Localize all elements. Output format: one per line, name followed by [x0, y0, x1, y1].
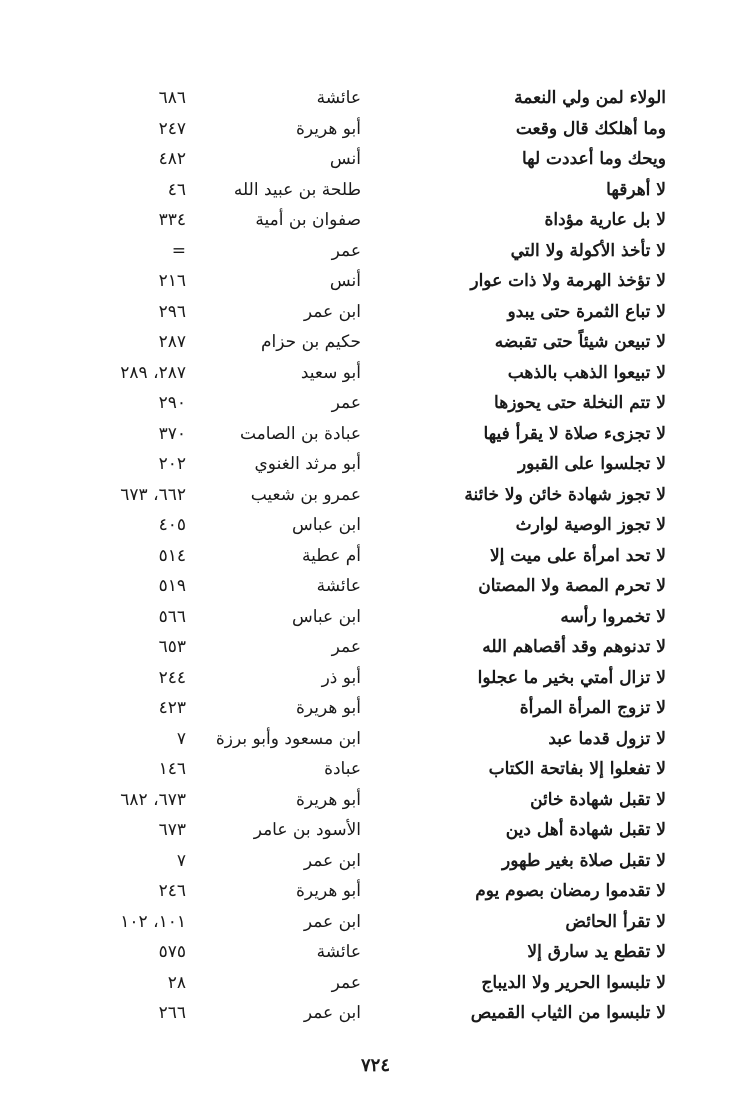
index-row [0, 603, 751, 634]
page-references: ٧ [176, 850, 186, 871]
page-references: ٢٨٧ [158, 332, 186, 352]
index-row [0, 633, 751, 664]
narrator-name: أنس [329, 149, 361, 169]
hadith-text: لا تجلسوا على القبور [517, 454, 666, 474]
index-row [0, 115, 751, 146]
narrator-name: عبادة بن الصامت [239, 423, 361, 444]
narrator-name: صفوان بن أمية [255, 210, 361, 230]
page-references: ٥١٩ [158, 576, 186, 596]
narrator-name: أبو هريرة [295, 881, 361, 901]
page-references: ٢٤٦ [158, 881, 186, 901]
page-references: ٤٨٢ [158, 149, 186, 169]
index-row [0, 664, 751, 695]
index-row [0, 816, 751, 847]
narrator-name: عائشة [316, 942, 361, 962]
hadith-text: ويحك وما أعددت لها [521, 149, 666, 169]
narrator-name: ابن عباس [291, 515, 361, 535]
narrator-name: أبو ذر [321, 667, 361, 688]
page-references: ٧ [176, 728, 186, 749]
index-row [0, 755, 751, 786]
hadith-text: لا تقدموا رمضان بصوم يوم [475, 881, 666, 901]
index-row [0, 420, 751, 451]
narrator-name: أنس [329, 271, 361, 291]
index-row [0, 176, 751, 207]
narrator-name: عمر [331, 240, 361, 261]
page-references: ١٠١، ١٠٢ [120, 911, 186, 932]
page-references: = [171, 240, 186, 261]
narrator-name: طلحة بن عبيد الله [233, 179, 361, 200]
page-references: ٢٩٦ [158, 301, 186, 322]
index-row [0, 145, 751, 176]
narrator-name: أبو مرثد الغنوي [254, 454, 361, 474]
page-references: ٢٦٦ [158, 1003, 186, 1023]
narrator-name: الأسود بن عامر [253, 820, 361, 840]
narrator-name: أبو سعيد [300, 362, 361, 383]
page-references: ٢٠٢ [158, 454, 186, 474]
narrator-name: ابن عباس [291, 606, 361, 627]
narrator-name: ابن عمر [303, 301, 361, 322]
index-row [0, 237, 751, 268]
hadith-text: لا تزوج المرأة المرأة [519, 698, 666, 718]
narrator-name: عائشة [316, 576, 361, 596]
page-number: ٧٢٤ [360, 1055, 390, 1076]
narrator-name: عمر [331, 393, 361, 413]
narrator-name: ابن مسعود وأبو برزة [215, 728, 361, 749]
hadith-text: لا تقبل شهادة خائن [530, 789, 666, 810]
narrator-name: ابن عمر [303, 911, 361, 932]
hadith-text: لا تحد امرأة على ميت إلا [489, 545, 666, 566]
index-row [0, 786, 751, 817]
hadith-text: لا تقرأ الحائض [565, 911, 666, 932]
narrator-name: عمرو بن شعيب [250, 484, 361, 505]
index-row [0, 481, 751, 512]
hadith-text: لا تلبسوا من الثياب القميص [470, 1003, 666, 1023]
page-references: ٦٥٣ [158, 637, 186, 657]
index-row [0, 450, 751, 481]
page-references: ٢٨ [167, 972, 186, 993]
page-references: ٢٤٧ [158, 118, 186, 139]
index-row [0, 938, 751, 969]
page-references: ٦٧٣، ٦٨٢ [120, 789, 186, 810]
narrator-name: حكيم بن حزام [261, 332, 361, 352]
hadith-text: لا تدنوهم وقد أقصاهم الله [482, 637, 666, 657]
index-row [0, 572, 751, 603]
hadith-text: لا تباع الثمرة حتى يبدو [507, 301, 666, 322]
index-row [0, 999, 751, 1030]
narrator-name: عمر [331, 637, 361, 657]
hadith-text: الولاء لمن ولي النعمة [514, 88, 666, 108]
page-references: ٦٧٣ [158, 820, 186, 840]
hadith-text: لا بل عارية مؤداة [544, 210, 666, 230]
index-row [0, 725, 751, 756]
page-references: ٣٣٤ [158, 210, 186, 230]
hadith-text: لا تفعلوا إلا بفاتحة الكتاب [488, 759, 666, 779]
index-row [0, 389, 751, 420]
hadith-text: لا تبيعوا الذهب بالذهب [507, 362, 666, 383]
page-references: ٥٦٦ [158, 606, 186, 627]
hadith-text: وما أهلكك قال وقعت [515, 118, 666, 139]
narrator-name: عائشة [316, 88, 361, 108]
hadith-text: لا تحرم المصة ولا المصتان [478, 576, 666, 596]
page-references: ٢٨٧، ٢٨٩ [120, 362, 186, 383]
narrator-name: أبو هريرة [295, 698, 361, 718]
index-row [0, 877, 751, 908]
hadith-text: لا تخمروا رأسه [560, 606, 666, 627]
hadith-text: لا تزال أمتي بخير ما عجلوا [477, 667, 666, 688]
index-row [0, 359, 751, 390]
hadith-text: لا تبيعن شيئاً حتى تقبضه [494, 332, 666, 352]
narrator-name: عمر [331, 972, 361, 993]
index-row [0, 511, 751, 542]
hadith-text: لا تقطع يد سارق إلا [527, 942, 666, 962]
index-row [0, 84, 751, 115]
index-row [0, 847, 751, 878]
hadith-text: لا تقبل شهادة أهل دين [505, 820, 666, 840]
index-row [0, 267, 751, 298]
narrator-name: ابن عمر [303, 1003, 361, 1023]
hadith-text: لا تأخذ الأكولة ولا التي [510, 240, 666, 261]
hadith-text: لا تجوز الوصية لوارث [515, 515, 666, 535]
narrator-name: أبو هريرة [295, 789, 361, 810]
index-row [0, 908, 751, 939]
page-references: ٤٦ [167, 179, 186, 200]
index-row [0, 328, 751, 359]
page-references: ٦٦٢، ٦٧٣ [120, 484, 186, 505]
narrator-name: أم عطية [302, 545, 361, 566]
hadith-text: لا تتم النخلة حتى يحوزها [494, 393, 666, 413]
page-references: ٦٨٦ [158, 88, 186, 108]
hadith-index-table [0, 84, 751, 1030]
hadith-text: لا تؤخذ الهرمة ولا ذات عوار [470, 271, 666, 291]
hadith-text: لا تلبسوا الحرير ولا الديباج [481, 972, 666, 993]
narrator-name: أبو هريرة [295, 118, 361, 139]
index-row [0, 206, 751, 237]
index-row [0, 969, 751, 1000]
page-references: ٢٤٤ [158, 667, 186, 688]
hadith-text: لا تجوز شهادة خائن ولا خائنة [464, 484, 666, 505]
hadith-text: لا تجزىء صلاة لا يقرأ فيها [483, 423, 666, 444]
narrator-name: ابن عمر [303, 850, 361, 871]
page-references: ٥٧٥ [158, 942, 186, 962]
hadith-text: لا أهرقها [606, 179, 666, 200]
page-references: ٢١٦ [158, 271, 186, 291]
hadith-text: لا تزول قدما عبد [548, 728, 666, 749]
page-references: ٤٠٥ [158, 515, 186, 535]
page-references: ٥١٤ [158, 545, 186, 566]
index-row [0, 298, 751, 329]
page-references: ٣٧٠ [158, 423, 186, 444]
narrator-name: عبادة [324, 759, 361, 779]
page-references: ٢٩٠ [158, 393, 186, 413]
page-references: ٤٢٣ [158, 698, 186, 718]
hadith-text: لا تقبل صلاة بغير طهور [502, 850, 666, 871]
index-row [0, 694, 751, 725]
page-references: ١٤٦ [158, 759, 186, 779]
index-row [0, 542, 751, 573]
